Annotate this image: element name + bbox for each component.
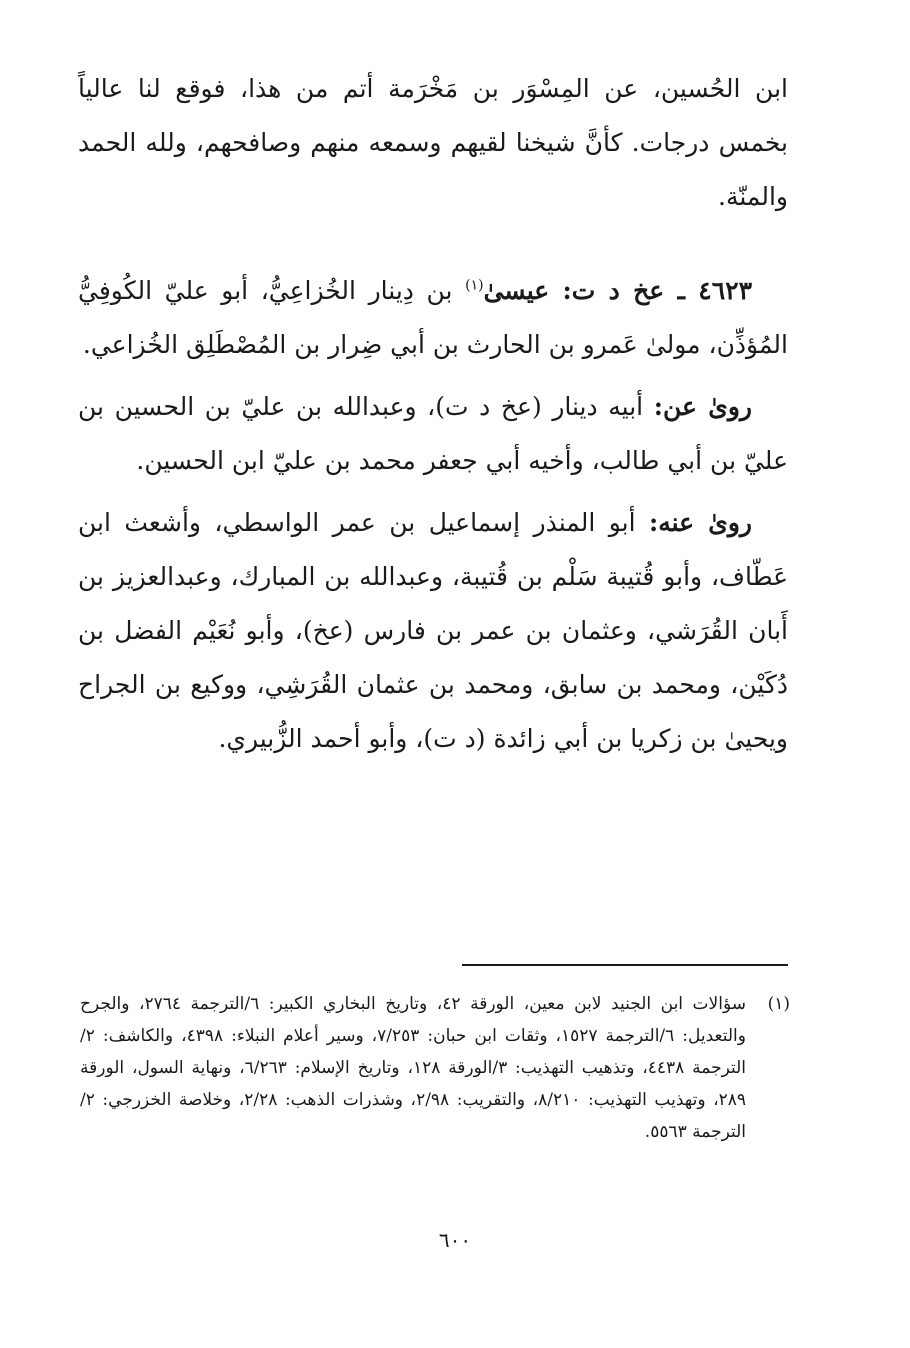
- footnote-number: (١): [767, 994, 790, 1014]
- narrated-by-paragraph: [78, 496, 788, 766]
- narrated-by-label: روىٰ عنه:: [648, 508, 752, 537]
- intro-paragraph: ابن الحُسين، عن المِسْوَر بن مَخْرَمة أتم من هذا، فوقع لنا عالياً بخمس درجات. كأنَّ شيخنا لقيهم وسمعه منهم وصافحهم، ولله الحمد والمنّة.: [78, 74, 788, 211]
- narrated-from-text: أبيه دينار (عخ د ت)، وعبدالله بن عليّ بن الحسين بن عليّ بن أبي طالب، وأخيه أبي جعفر محمد بن عليّ ابن الحسين.: [78, 392, 788, 475]
- page-number: ٦٠٠: [438, 1228, 472, 1252]
- entry-heading: ٤٦٢٣ ـ عخ د ت: عيسىٰ: [483, 276, 752, 305]
- main-text: [78, 62, 788, 774]
- narrated-from-paragraph: [78, 380, 788, 488]
- biography-entry: [78, 264, 788, 372]
- narrated-from-label: روىٰ عن:: [653, 392, 752, 421]
- footnotes: [80, 988, 790, 1148]
- entry-text: بن دِينار الخُزاعِيُّ، أبو عليّ الكُوفِيُّ المُؤذِّن، مولىٰ عَمرو بن الحارث بن أبي ضِرار بن المُصْطَلِق الخُزاعي.: [78, 276, 788, 359]
- narrated-by-text: أبو المنذر إسماعيل بن عمر الواسطي، وأشعث ابن عَطّاف، وأبو قُتيبة سَلْم بن قُتيبة، وعبدالله بن المبارك، وعبدالعزيز بن أَبان القُرَشي، وعثمان بن عمر بن فارس (عخ)، وأبو نُعَيْم الفضل بن دُكَيْن، ومحمد بن سابق، ومحمد بن عثمان القُرَشِي، ووكيع بن الجراح ويحيىٰ بن زكريا بن أبي زائدة (د ت)، وأبو أحمد الزُّبيري.: [78, 508, 788, 753]
- footnote-text: سؤالات ابن الجنيد لابن معين، الورقة ٤٢، وتاريخ البخاري الكبير: ٦/الترجمة ٢٧٦٤، والجرح والتعديل: ٦/الترجمة ١٥٢٧، وثقات ابن حبان: ٧/٢٥٣، وسير أعلام النبلاء: ٤٣٩٨، والكاشف: ٢/الترجمة ٤٤٣٨، وتذهيب التهذيب: ٣/الورقة ١٢٨، وتاريخ الإسلام: ٦/٢٦٣، ونهاية السول، الورقة ٢٨٩، وتهذيب التهذيب: ٨/٢١٠، والتقريب: ٢/٩٨، وشذرات الذهب: ٢/٢٨، وخلاصة الخزرجي: ٢/الترجمة ٥٥٦٣.: [80, 994, 747, 1142]
- footnote: [80, 988, 790, 1148]
- footnote-separator: [462, 964, 788, 966]
- footnote-reference[interactable]: (١): [465, 277, 484, 294]
